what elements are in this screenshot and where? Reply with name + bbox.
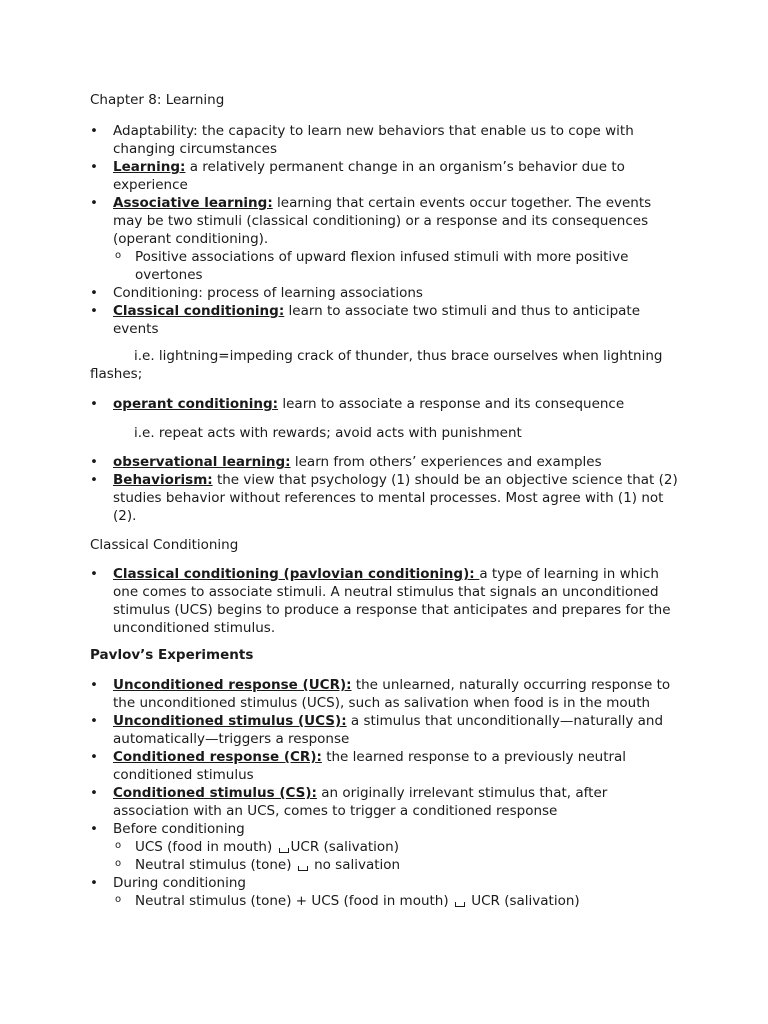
definitions-list-5 xyxy=(90,676,682,910)
list-item xyxy=(90,565,682,637)
list-item xyxy=(90,158,682,194)
list-item xyxy=(90,676,682,712)
item-text: learn to associate a response and its consequence xyxy=(278,396,625,412)
definitions-list-1 xyxy=(90,122,682,338)
stimulus-text: UCS (food in mouth) xyxy=(135,839,277,855)
item-text: the unlearned, naturally occurring response to the unconditioned stimulus (UCS), such as salivation when food is in the mouth xyxy=(113,677,671,711)
during-conditioning-list xyxy=(90,892,682,910)
term-classical-conditioning: Classical conditioning: xyxy=(113,303,285,319)
during-conditioning-label: During conditioning xyxy=(113,875,246,891)
item-text: learn to associate two stimuli and thus to anticipate events xyxy=(113,303,641,337)
before-conditioning-label: Before conditioning xyxy=(113,821,245,837)
list-item xyxy=(90,302,682,338)
term-cr: Conditioned response (CR): xyxy=(113,749,322,765)
list-item xyxy=(90,395,682,413)
arrow-icon xyxy=(298,866,308,871)
item-text: the view that psychology (1) should be an objective science that (2) studies behavior without references to mental processes. Most agree with (1) not (2). xyxy=(113,472,678,524)
section-pavlov-experiments: Pavlov’s Experiments xyxy=(90,647,254,663)
term-behaviorism: Behaviorism: xyxy=(113,472,213,488)
sub-list-item xyxy=(90,856,682,874)
list-item xyxy=(90,748,682,784)
item-text: Adaptability: the capacity to learn new behaviors that enable us to cope with changing circumstances xyxy=(113,123,634,157)
sub-list-item xyxy=(90,838,682,856)
list-item xyxy=(90,122,682,158)
section-classical-conditioning: Classical Conditioning xyxy=(90,537,239,553)
example-rewards: i.e. repeat acts with rewards; avoid acts with punishment xyxy=(134,425,522,441)
term-cs: Conditioned stimulus (CS): xyxy=(113,785,317,801)
sub-list-item xyxy=(90,248,682,284)
term-learning: Learning: xyxy=(113,159,186,175)
term-operant-conditioning: operant conditioning: xyxy=(113,396,279,412)
item-text: an originally irrelevant stimulus that, after association with an UCS, comes to trigger a conditioned response xyxy=(113,785,608,819)
definitions-list-4 xyxy=(90,565,682,637)
list-item xyxy=(90,874,682,910)
list-item xyxy=(90,194,682,284)
definitions-list-2 xyxy=(90,395,682,413)
before-conditioning-list xyxy=(90,838,682,874)
term-pavlovian-conditioning: Classical conditioning (pavlovian conditioning): xyxy=(113,566,480,582)
example-lightning: i.e. lightning=impeding crack of thunder, thus brace ourselves when lightning flashes; xyxy=(90,348,663,382)
response-text: UCR (salivation) xyxy=(466,893,580,909)
item-text: a relatively permanent change in an organism’s behavior due to experience xyxy=(113,159,625,193)
sub-list xyxy=(90,248,682,284)
stimulus-text: Neutral stimulus (tone) + UCS (food in mouth) xyxy=(135,893,453,909)
item-text: a type of learning in which one comes to associate stimuli. A neutral stimulus that signals an unconditioned stimulus (UCS) begins to produce a response that anticipates and prepares for the unconditioned stimulus. xyxy=(113,566,671,636)
list-item xyxy=(90,784,682,820)
term-associative-learning: Associative learning: xyxy=(113,195,273,211)
chapter-title: Chapter 8: Learning xyxy=(90,92,225,108)
term-observational-learning: observational learning: xyxy=(113,454,291,470)
term-ucs: Unconditioned stimulus (UCS): xyxy=(113,713,347,729)
sub-list-item xyxy=(90,892,682,910)
list-item xyxy=(90,284,682,302)
sub-item-text: Positive associations of upward flexion infused stimuli with more positive overtones xyxy=(135,249,629,283)
stimulus-text: Neutral stimulus (tone) xyxy=(135,857,296,873)
list-item xyxy=(90,820,682,874)
item-text: Conditioning: process of learning associations xyxy=(113,285,423,301)
item-text: a stimulus that unconditionally—naturally and automatically—triggers a response xyxy=(113,713,664,747)
item-text: learn from others’ experiences and examples xyxy=(290,454,602,470)
item-text: learning that certain events occur together. The events may be two stimuli (classical conditioning) or a response and its consequences (operant conditioning). xyxy=(113,195,652,247)
list-item xyxy=(90,453,682,471)
item-text: the learned response to a previously neutral conditioned stimulus xyxy=(113,749,627,783)
response-text: UCR (salivation) xyxy=(290,839,399,855)
arrow-icon xyxy=(279,848,289,853)
arrow-icon xyxy=(455,902,465,907)
response-text: no salivation xyxy=(309,857,401,873)
list-item xyxy=(90,471,682,525)
term-ucr: Unconditioned response (UCR): xyxy=(113,677,352,693)
definitions-list-3 xyxy=(90,453,682,525)
list-item xyxy=(90,712,682,748)
